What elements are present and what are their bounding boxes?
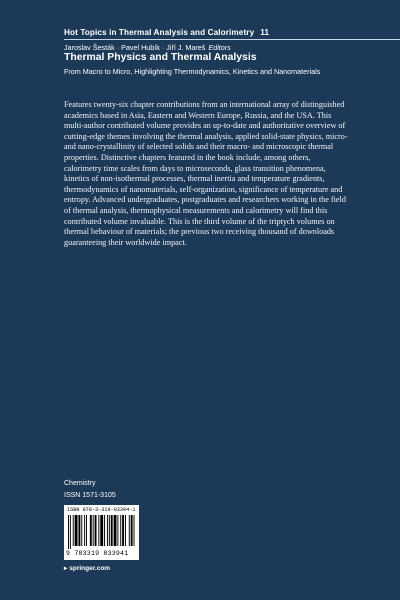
header-divider [64, 39, 400, 40]
subject-label: Chemistry [64, 480, 96, 487]
editor-names: Jaroslav Šesták · Pavel Hubík · Jiří J. Mareš [64, 43, 206, 52]
barcode [64, 505, 139, 560]
publisher-website[interactable] [64, 564, 110, 572]
series-volume: 11 [260, 28, 270, 37]
website-label: springer.com [69, 565, 111, 572]
book-title: Thermal Physics and Thermal Analysis [64, 52, 257, 63]
ean-number: 9 783319 833941 [66, 550, 129, 557]
series-line [64, 28, 269, 37]
series-name: Hot Topics in Thermal Analysis and Calorimetry [64, 28, 255, 37]
barcode-bars [68, 515, 135, 549]
issn-label: ISSN 1571-3105 [64, 492, 116, 499]
editors-line [64, 43, 231, 52]
book-description: Features twenty-six chapter contributions from an international array of distinguished academics based in Asia, Eastern and Western Europe, Russia, and the USA. This multi-author contributed volume provides an up-to-date and authoritative overview of cutting-edge themes involving the thermal analysis, applied solid-state physics, micro- and nano-crystallinity of selected solids and their macro- and microscopic thermal properties. Distinctive chapters featured in the book include, among others, calorimetry time scales from days to microseconds, glass transition phenomena, kinetics of non-isothermal processes, thermal inertia and temperature gradients, thermodynamics of nanomaterials, self-organization, significance of temperature and entropy. Advanced undergraduates, postgraduates and researchers working in the field of thermal analysis, thermophysical measurements and calorimetry will find this contributed volume invaluable. This is the third volume of the triptych volumes on thermal behaviour of materials; the previous two receiving thousand of downloads guaranteeing their worldwide impact. [64, 100, 348, 247]
book-subtitle: From Macro to Micro, Highlighting Thermodynamics, Kinetics and Nanomaterials [64, 67, 321, 76]
arrow-right-icon: ▸ [64, 565, 68, 572]
editors-role: Editors [208, 43, 231, 52]
isbn-label: ISBN 978-3-319-83394-1 [67, 507, 136, 513]
